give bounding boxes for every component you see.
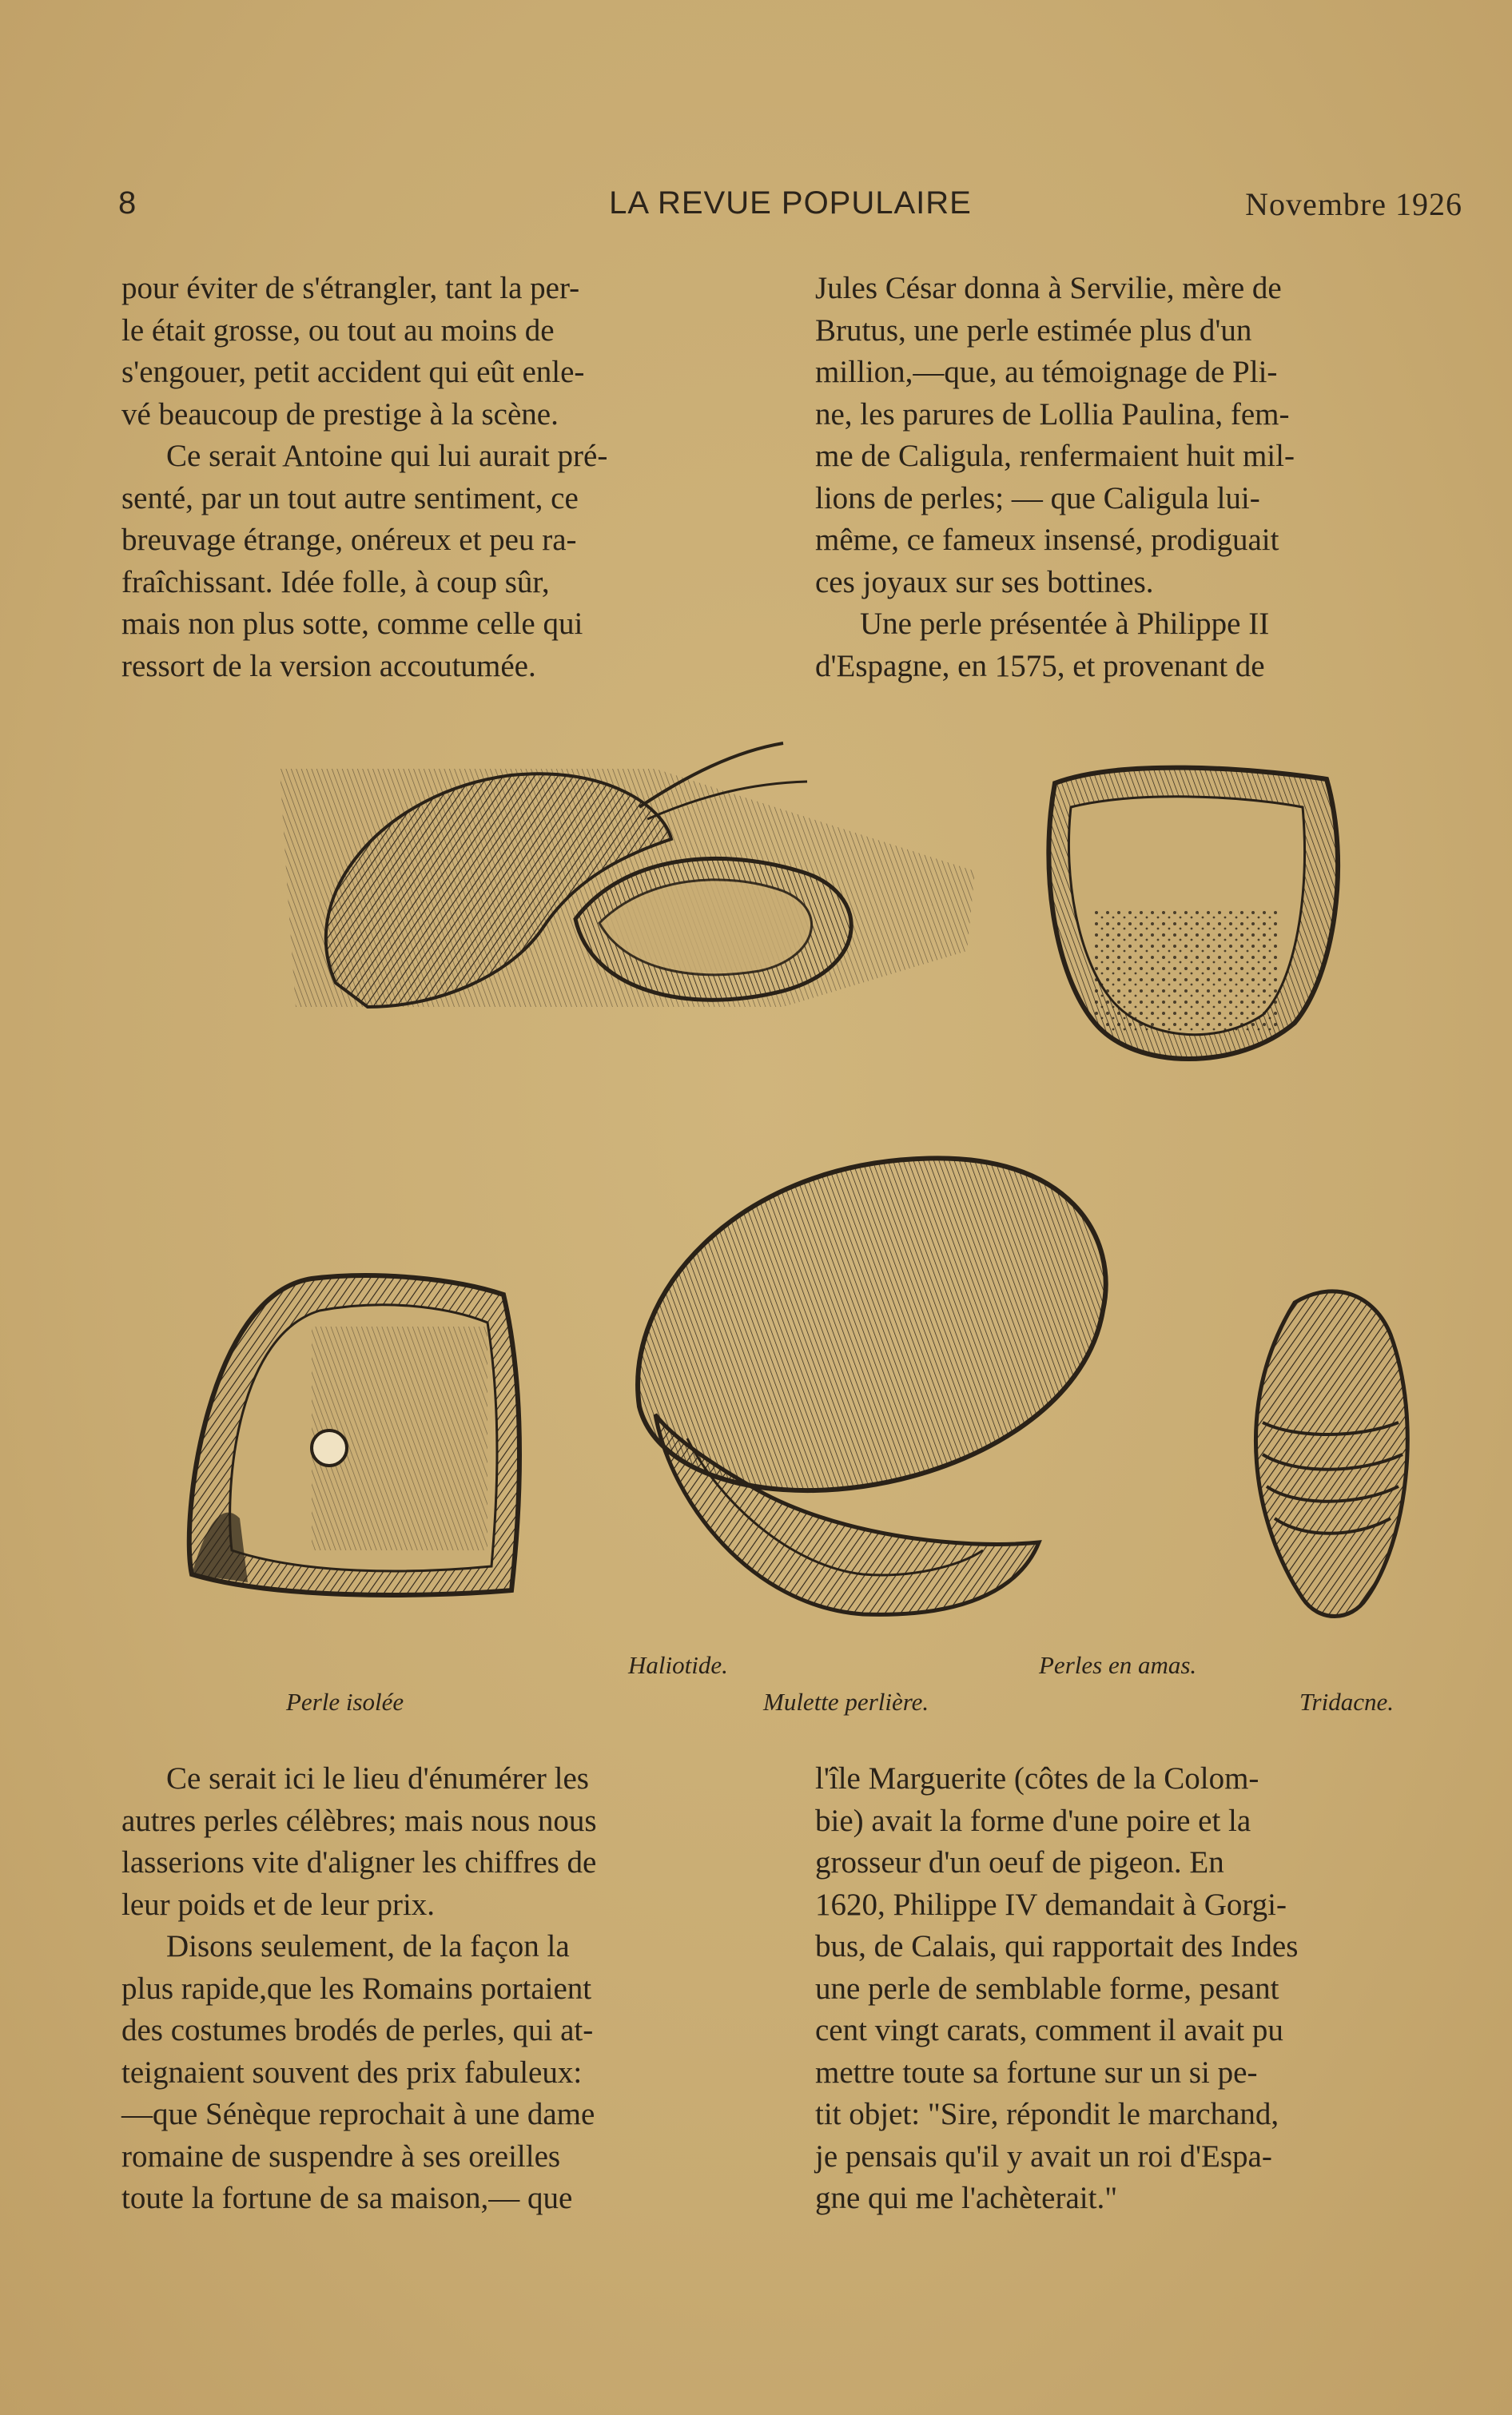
perle-isolee-shell	[189, 1275, 519, 1595]
text-line: d'Espagne, en 1575, et provenant de	[815, 648, 1265, 683]
text-line: ressort de la version accoutumée.	[121, 648, 536, 683]
mulette-perliere-shell	[638, 1158, 1106, 1614]
text-line: me de Caligula, renfermaient huit mil-	[815, 439, 1295, 473]
caption-mulette-perliere: Mulette perlière.	[763, 1688, 929, 1716]
publication-title: LA REVUE POPULAIRE	[609, 185, 972, 221]
text-line: Disons seulement, de la façon la	[166, 1929, 570, 1963]
text-line: même, ce fameux insensé, prodiguait	[815, 523, 1279, 557]
caption-perles-en-amas: Perles en amas.	[1039, 1651, 1197, 1679]
shells-illustration	[176, 719, 1438, 1662]
text-line: le était grosse, ou tout au moins de	[121, 312, 555, 348]
text-line: Une perle présentée à Philippe II	[860, 607, 1270, 641]
text-line: l'île Marguerite (côtes de la Colom-	[815, 1761, 1259, 1796]
text-line: plus rapide,que les Romains portaient	[121, 1971, 592, 2006]
text-line: ne, les parures de Lollia Paulina, fem-	[815, 396, 1290, 432]
text-line: fraîchissant. Idée folle, à coup sûr,	[121, 564, 550, 599]
text-line: pour éviter de s'étrangler, tant la per-	[121, 271, 580, 305]
text-line: ces joyaux sur ses bottines.	[815, 564, 1154, 599]
text-line: mettre toute sa fortune sur un si pe-	[815, 2055, 1258, 2090]
text-line: romaine de suspendre à ses oreilles	[121, 2138, 561, 2174]
text-line: toute la fortune de sa maison,— que	[121, 2181, 573, 2215]
perles-en-amas-shell	[1048, 768, 1338, 1059]
text-line: lions de perles; — que Caligula lui-	[815, 480, 1260, 515]
text-line: Jules César donna à Servilie, mère de	[815, 271, 1282, 305]
caption-haliotide: Haliotide.	[628, 1651, 728, 1679]
text-line: des costumes brodés de perles, qui at-	[121, 2013, 594, 2047]
text-line: Ce serait ici le lieu d'énumérer les	[166, 1761, 589, 1796]
text-line: bus, de Calais, qui rapportait des Indes	[815, 1929, 1299, 1963]
text-line: bie) avait la forme d'une poire et la	[815, 1803, 1251, 1838]
text-line: s'engouer, petit accident qui eût enle-	[121, 355, 585, 389]
text-line: Brutus, une perle estimée plus d'un	[815, 312, 1252, 348]
haliotide-shell	[280, 743, 975, 1007]
issue-date: Novembre 1926	[1245, 186, 1462, 222]
text-line: gne qui me l'achèterait."	[815, 2181, 1118, 2215]
text-line: senté, par un tout autre sentiment, ce	[121, 480, 579, 515]
text-line: teignaient souvent des prix fabuleux:	[121, 2055, 583, 2090]
text-line: autres perles célèbres; mais nous nous	[121, 1803, 597, 1838]
text-line: grosseur d'un oeuf de pigeon. En	[815, 1845, 1224, 1880]
text-line: cent vingt carats, comment il avait pu	[815, 2013, 1283, 2047]
text-line: lasserions vite d'aligner les chiffres de	[121, 1845, 597, 1880]
text-line: breuvage étrange, onéreux et peu ra-	[121, 523, 577, 557]
text-line: vé beaucoup de prestige à la scène.	[121, 396, 559, 432]
text-line: —que Sénèque reprochait à une dame	[121, 2097, 595, 2131]
tridacne-shell	[1255, 1291, 1407, 1617]
caption-perle-isolee: Perle isolée	[286, 1688, 404, 1716]
caption-tridacne: Tridacne.	[1299, 1688, 1394, 1716]
text-line: 1620, Philippe IV demandait à Gorgi-	[815, 1887, 1287, 1922]
text-line: mais non plus sotte, comme celle qui	[121, 607, 583, 641]
page-header	[118, 185, 1462, 225]
page-number: 8	[118, 185, 137, 221]
column-bottom-right	[815, 1758, 1470, 2220]
column-top-right	[815, 268, 1470, 687]
column-top-left	[121, 268, 777, 687]
text-line: je pensais qu'il y avait un roi d'Espa-	[815, 2138, 1272, 2174]
text-line: tit objet: "Sire, répondit le marchand,	[815, 2097, 1279, 2131]
text-line: Ce serait Antoine qui lui aurait pré-	[166, 439, 608, 473]
text-line: million,—que, au témoignage de Pli-	[815, 355, 1278, 389]
text-line: une perle de semblable forme, pesant	[815, 1971, 1279, 2006]
text-line: leur poids et de leur prix.	[121, 1887, 436, 1922]
column-bottom-left	[121, 1758, 777, 2220]
